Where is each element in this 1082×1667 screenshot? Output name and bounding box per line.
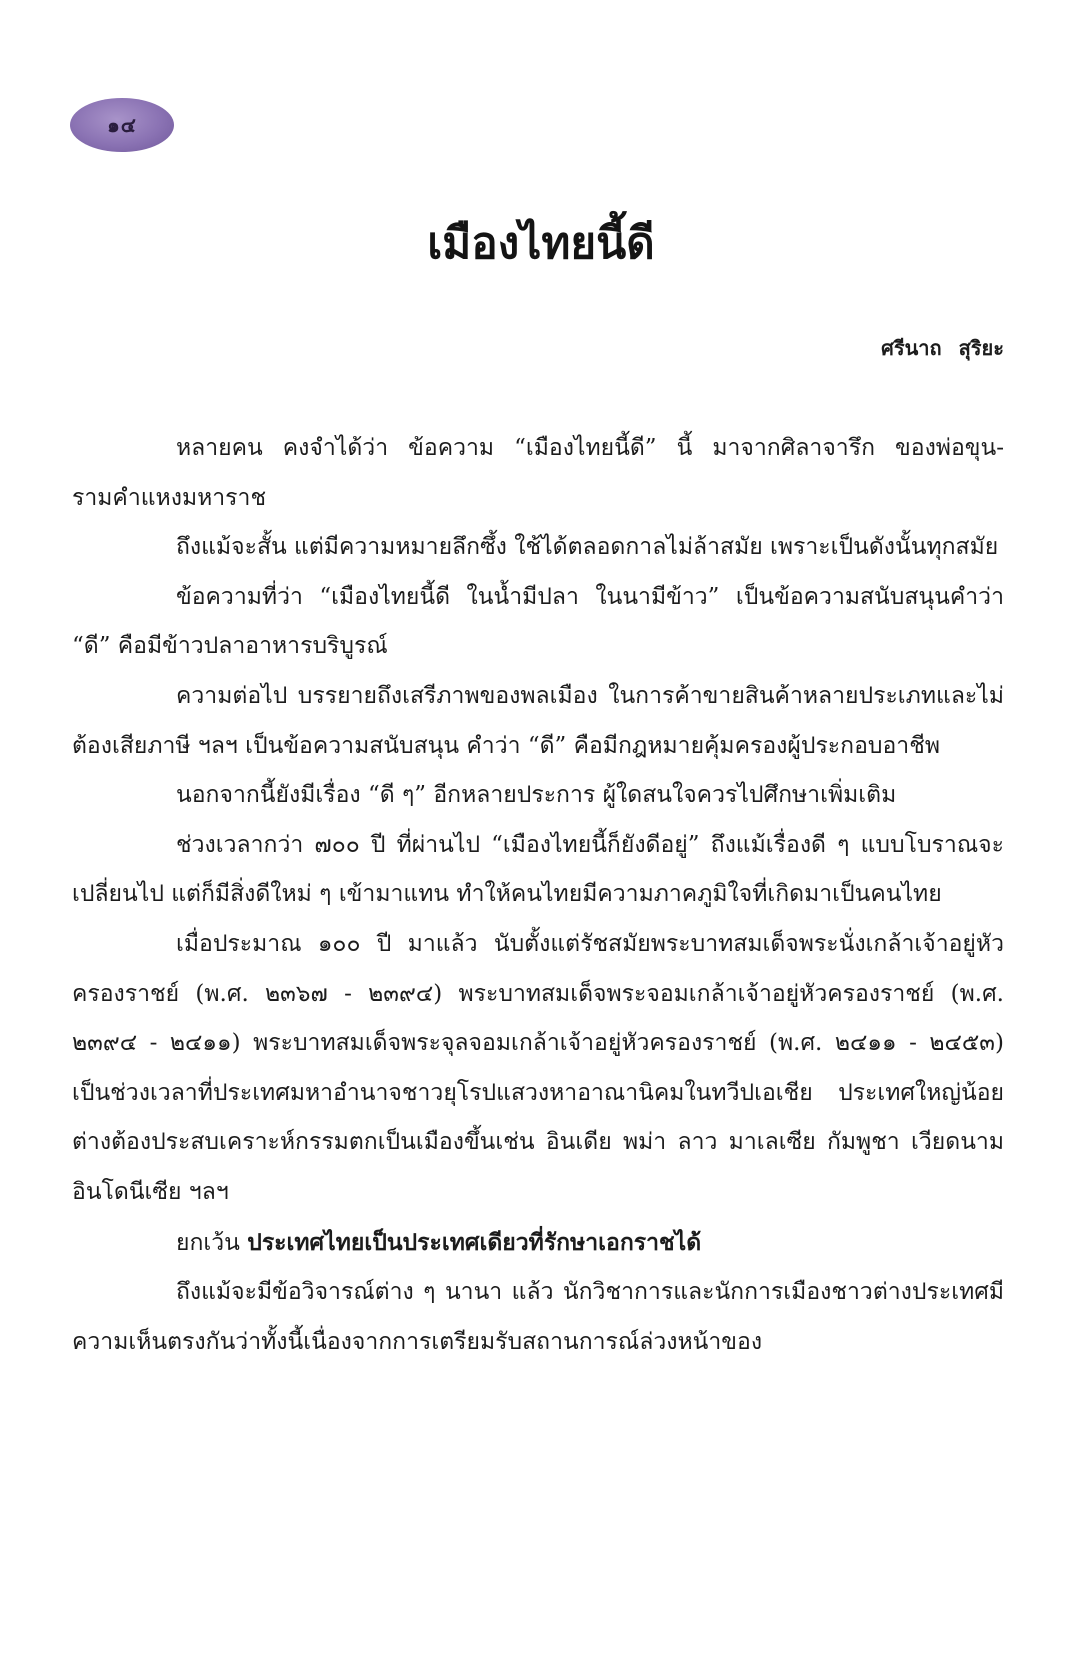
paragraph: ข้อความที่ว่า “เมืองไทยนี้ดี ในน้ำมีปลา ในนามีข้าว” เป็นข้อความสนับสนุนคำว่า “ดี” คือมีข้าวปลาอาหารบริบูรณ์ [72, 583, 1004, 660]
paragraph-lead: ยกเว้น [176, 1229, 248, 1256]
article-title: เมืองไทยนี้ดี [427, 218, 655, 269]
article-body [72, 424, 1004, 1367]
author-name: ศรีนาถ สุริยะ [881, 336, 1004, 360]
paragraph: หลายคน คงจำได้ว่า ข้อความ “เมืองไทยนี้ดี” นี้ มาจากศิลาจารึก ของพ่อขุน-รามคำแหงมหาราช [72, 435, 1004, 511]
paragraph: นอกจากนี้ยังมีเรื่อง “ดี ๆ” อีกหลายประการ ผู้ใดสนใจควรไปศึกษาเพิ่มเติม [176, 782, 897, 809]
paragraph-independence [72, 1218, 1004, 1269]
paragraph: ความต่อไป บรรยายถึงเสรีภาพของพลเมือง ในการค้าขายสินค้าหลายประเภทและไม่ต้องเสียภาษี ฯลฯ เป็นข้อความสนับสนุน คำว่า “ดี” คือมีกฎหมายคุ้มครองผู้ประกอบอาชีพ [72, 682, 1004, 759]
paragraph: เมื่อประมาณ ๑๐๐ ปี มาแล้ว นับตั้งแต่รัชสมัยพระบาทสมเด็จพระนั่งเกล้าเจ้าอยู่หัวครองราชย์ (พ.ศ. ๒๓๖๗ - ๒๓๙๔) พระบาทสมเด็จพระจอมเกล้าเจ้าอยู่หัวครองราชย์ (พ.ศ. ๒๓๙๔ - ๒๔๑๑) พระบาทสมเด็จพระจุลจอมเกล้าเจ้าอยู่หัวครองราชย์ (พ.ศ. ๒๔๑๑ - ๒๔๕๓) เป็นช่วงเวลาที่ประเทศมหาอำนาจชาวยุโรปแสวงหาอาณานิคมในทวีปเอเชีย ประเทศใหญ่น้อยต่างต้องประสบเคราะห์กรรมตกเป็นเมืองขึ้นเช่น อินเดีย พม่า ลาว มาเลเซีย กัมพูชา เวียดนาม อินโดนีเซีย ฯลฯ [72, 930, 1004, 1205]
page-number-badge [70, 98, 174, 152]
page-number: ๑๔ [107, 113, 137, 137]
paragraph: ถึงแม้จะสั้น แต่มีความหมายลึกซึ้ง ใช้ได้ตลอดกาลไม่ล้าสมัย เพราะเป็นดังนั้นทุกสมัย [176, 534, 999, 561]
paragraph: ช่วงเวลากว่า ๗๐๐ ปี ที่ผ่านไป “เมืองไทยนี้ก็ยังดีอยู่” ถึงแม้เรื่องดี ๆ แบบโบราณจะเปลี่ยนไป แต่ก็มีสิ่งดีใหม่ ๆ เข้ามาแทน ทำให้คนไทยมีความภาคภูมิใจที่เกิดมาเป็นคนไทย [72, 831, 1004, 908]
paragraph: ถึงแม้จะมีข้อวิจารณ์ต่าง ๆ นานา แล้ว นักวิชาการและนักการเมืองชาวต่างประเทศมีความเห็นตรงกันว่าทั้งนี้เนื่องจากการเตรียมรับสถานการณ์ล่วงหน้าของ [72, 1279, 1004, 1355]
emphasis-text: ประเทศไทยเป็นประเทศเดียวที่รักษาเอกราชได้ [247, 1228, 702, 1256]
